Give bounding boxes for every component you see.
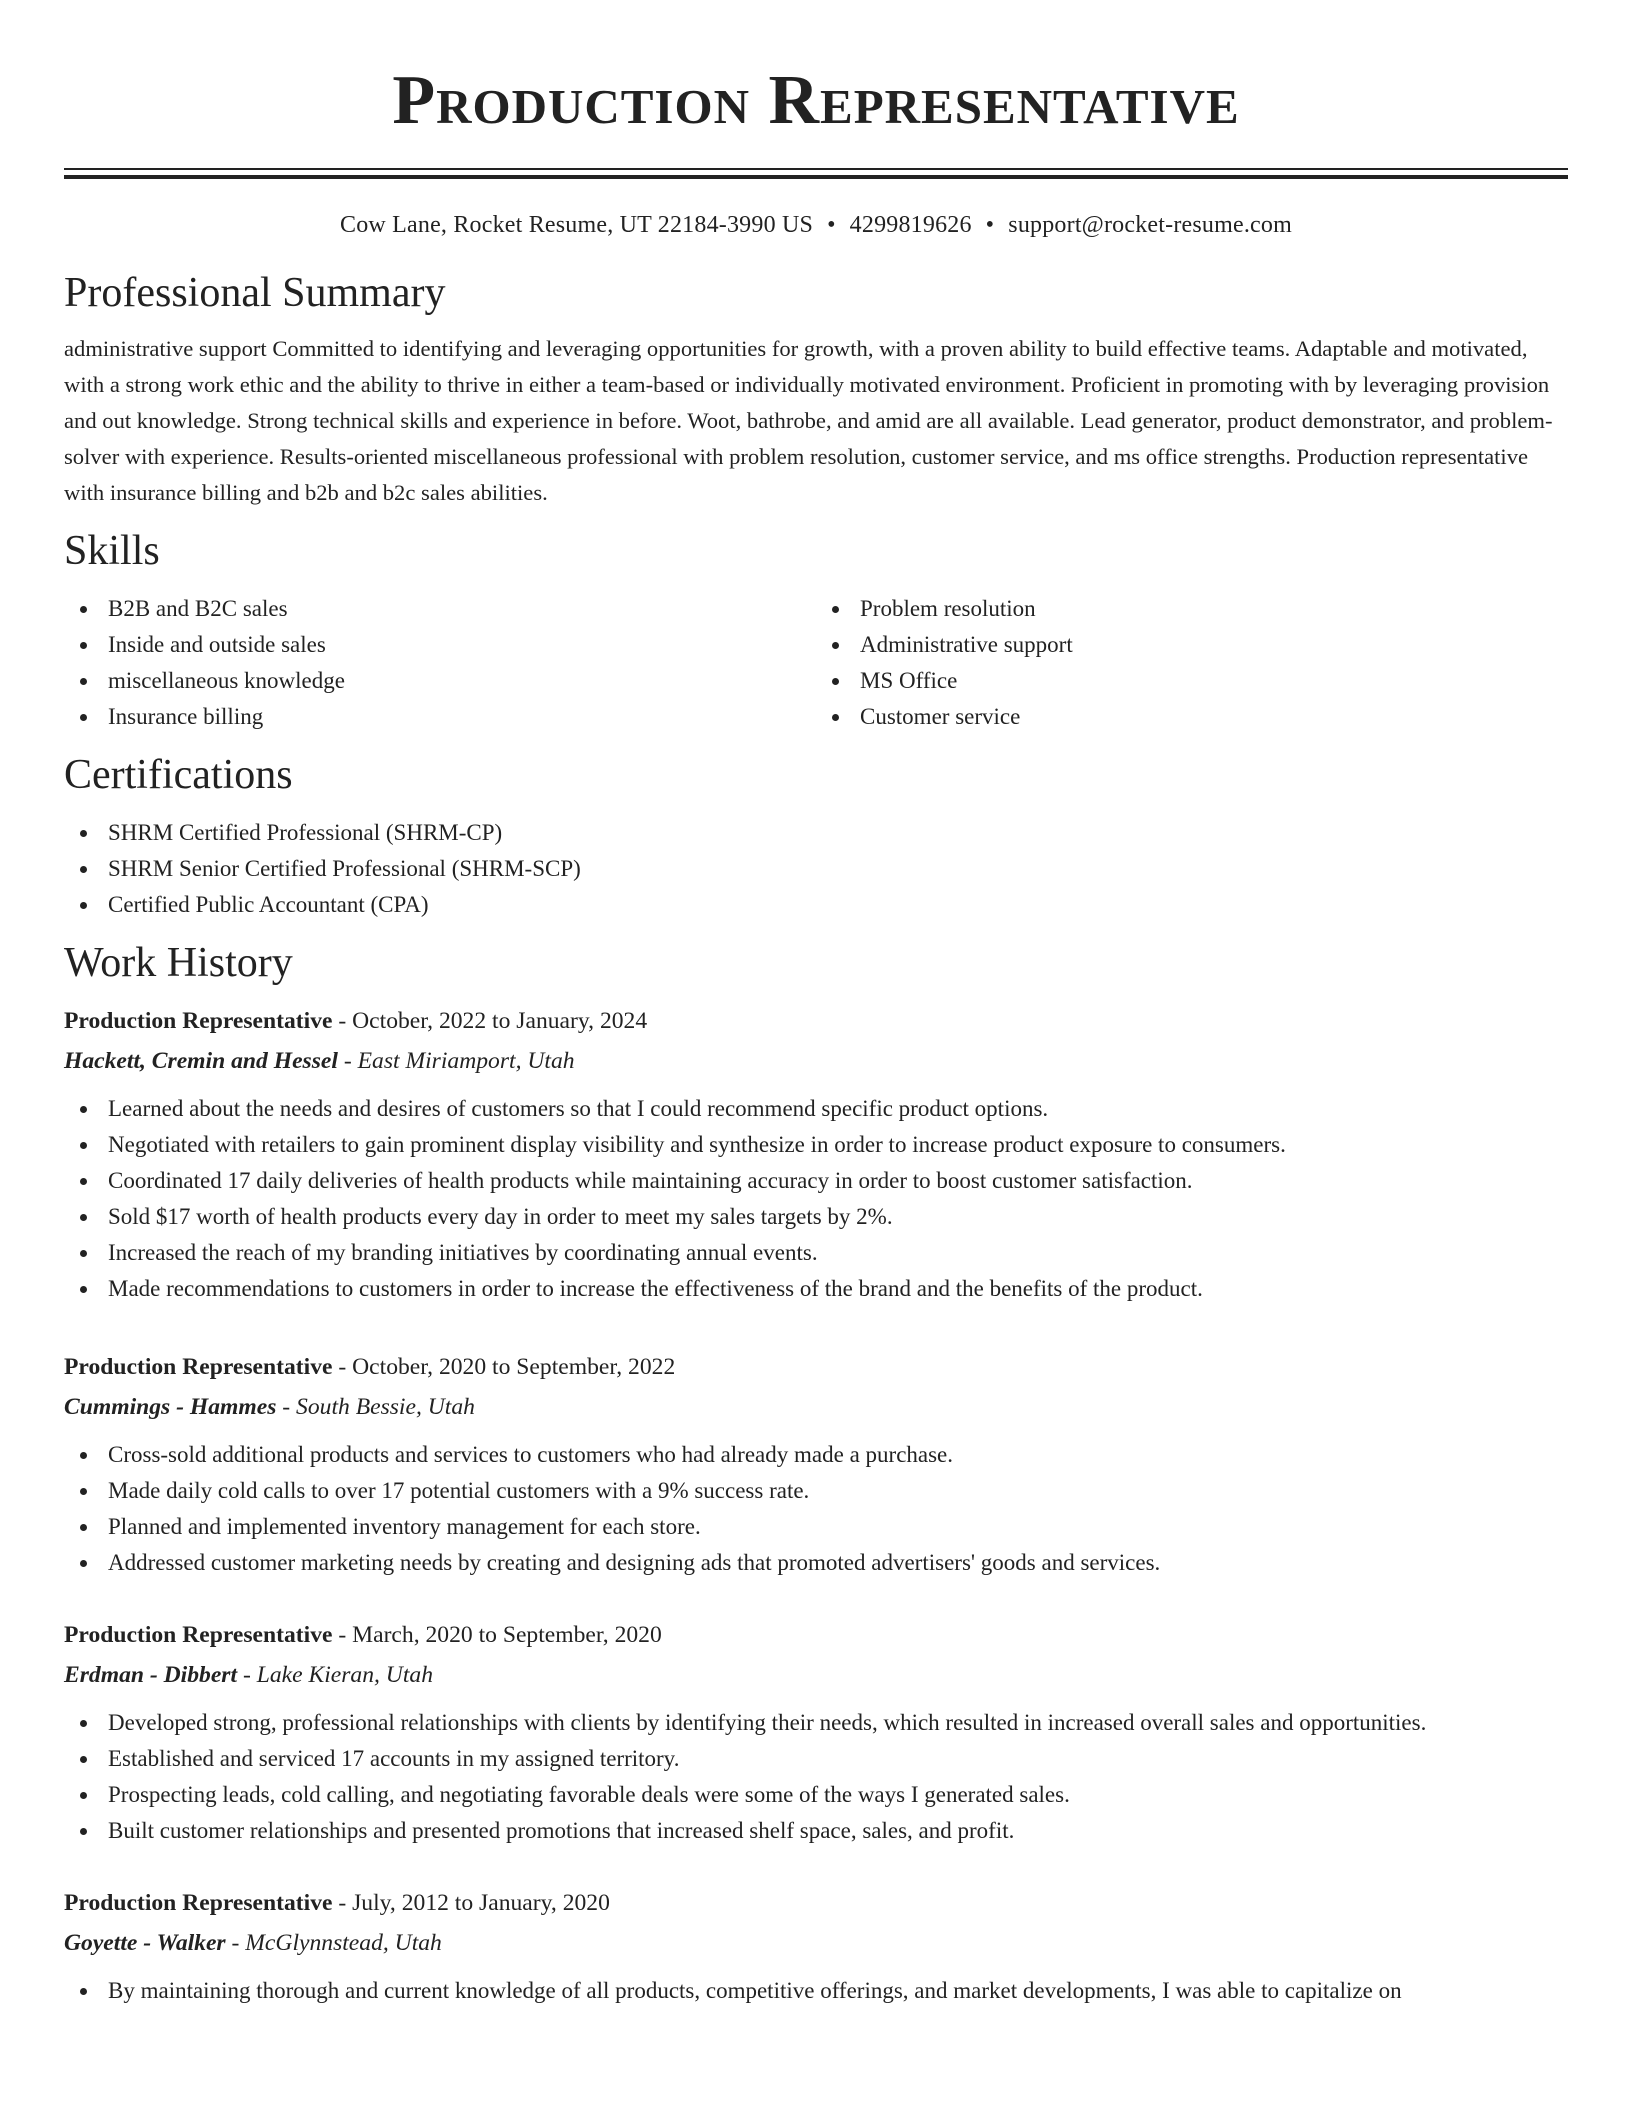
job-employer	[64, 1387, 1568, 1427]
title-divider	[64, 168, 1568, 179]
job-location: East Miriamport, Utah	[357, 1048, 575, 1074]
list-item: Administrative support	[816, 627, 1568, 663]
section-heading: Skills	[64, 528, 160, 574]
job-bullets	[64, 1437, 1568, 1581]
list-item: Sold $17 worth of health products every day in order to meet my sales targets by 2%.	[64, 1199, 1568, 1235]
list-item: SHRM Certified Professional (SHRM-CP)	[64, 815, 1568, 851]
list-item: Made daily cold calls to over 17 potential customers with a 9% success rate.	[64, 1473, 1568, 1509]
job-company: Goyette - Walker	[64, 1930, 226, 1956]
job-entry	[64, 1001, 1568, 1307]
job-separator: -	[337, 1048, 358, 1074]
job-separator: -	[332, 1622, 353, 1648]
skills-column-left	[64, 591, 816, 735]
work-history-section	[64, 937, 1568, 2009]
skills-list-left	[64, 591, 816, 735]
job-separator: -	[332, 1890, 353, 1916]
list-item: B2B and B2C sales	[64, 591, 816, 627]
skills-list-right	[816, 591, 1568, 735]
list-item: Planned and implemented inventory management for each store.	[64, 1509, 1568, 1545]
list-item: Problem resolution	[816, 591, 1568, 627]
job-separator: -	[276, 1394, 297, 1420]
job-header	[64, 1001, 1568, 1041]
certifications-list	[64, 815, 1568, 923]
job-entry	[64, 1615, 1568, 1849]
list-item: Addressed customer marketing needs by creating and designing ads that promoted advertisers' goods and services.	[64, 1545, 1568, 1581]
summary-section	[64, 267, 1568, 511]
list-item: Customer service	[816, 699, 1568, 735]
list-item: By maintaining thorough and current knowledge of all products, competitive offerings, and market developments, I was able to capitalize on	[64, 1973, 1568, 2009]
job-bullets	[64, 1705, 1568, 1849]
job-role: Production Representative	[64, 1354, 333, 1380]
job-employer	[64, 1655, 1568, 1695]
list-item: Insurance billing	[64, 699, 816, 735]
job-dates: March, 2020 to September, 2020	[352, 1622, 662, 1648]
job-header	[64, 1347, 1568, 1387]
job-employer	[64, 1041, 1568, 1081]
list-item: Prospecting leads, cold calling, and negotiating favorable deals were some of the ways I generated sales.	[64, 1777, 1568, 1813]
skills-section	[64, 525, 1568, 735]
resume-page	[64, 0, 1568, 2009]
job-location: South Bessie, Utah	[296, 1394, 475, 1420]
list-item: Increased the reach of my branding initiatives by coordinating annual events.	[64, 1235, 1568, 1271]
list-item: Negotiated with retailers to gain prominent display visibility and synthesize in order to increase product exposure to consumers.	[64, 1127, 1568, 1163]
section-heading: Work History	[64, 940, 293, 986]
list-item: Certified Public Accountant (CPA)	[64, 887, 1568, 923]
job-bullets	[64, 1973, 1568, 2009]
job-entry	[64, 1347, 1568, 1581]
certifications-section	[64, 749, 1568, 923]
list-item: Built customer relationships and presented promotions that increased shelf space, sales, and profit.	[64, 1813, 1568, 1849]
job-dates: October, 2022 to January, 2024	[352, 1008, 648, 1034]
job-role: Production Representative	[64, 1622, 333, 1648]
list-item: Established and serviced 17 accounts in my assigned territory.	[64, 1741, 1568, 1777]
list-item: Cross-sold additional products and services to customers who had already made a purchase.	[64, 1437, 1568, 1473]
job-dates: July, 2012 to January, 2020	[352, 1890, 610, 1916]
list-item: miscellaneous knowledge	[64, 663, 816, 699]
list-item: SHRM Senior Certified Professional (SHRM-SCP)	[64, 851, 1568, 887]
resume-title: Production Representative	[392, 62, 1240, 139]
job-bullets	[64, 1091, 1568, 1307]
job-separator: -	[237, 1662, 257, 1688]
job-company: Hackett, Cremin and Hessel	[64, 1048, 338, 1074]
contact-address: Cow Lane, Rocket Resume, UT 22184-3990 US	[340, 212, 814, 238]
list-item: Developed strong, professional relationships with clients by identifying their needs, which resulted in increased overall sales and opportunities.	[64, 1705, 1568, 1741]
job-separator: -	[225, 1930, 246, 1956]
section-heading: Professional Summary	[64, 270, 446, 316]
job-role: Production Representative	[64, 1890, 333, 1916]
list-item: Inside and outside sales	[64, 627, 816, 663]
job-separator: -	[332, 1008, 353, 1034]
contact-separator: •	[985, 212, 995, 238]
list-item: Coordinated 17 daily deliveries of health products while maintaining accuracy in order to boost customer satisfaction.	[64, 1163, 1568, 1199]
job-separator: -	[332, 1354, 353, 1380]
list-item: Learned about the needs and desires of customers so that I could recommend specific product options.	[64, 1091, 1568, 1127]
list-item: MS Office	[816, 663, 1568, 699]
job-company: Erdman - Dibbert	[64, 1662, 238, 1688]
job-location: McGlynnstead, Utah	[245, 1930, 442, 1956]
job-role: Production Representative	[64, 1008, 333, 1034]
contact-line	[64, 209, 1568, 241]
section-heading: Certifications	[64, 752, 293, 798]
contact-phone: 4299819626	[849, 212, 972, 238]
contact-separator: •	[827, 212, 836, 238]
job-dates: October, 2020 to September, 2022	[352, 1354, 676, 1380]
skills-grid	[64, 591, 1568, 735]
job-header	[64, 1883, 1568, 1923]
skills-column-right	[816, 591, 1568, 735]
job-location: Lake Kieran, Utah	[256, 1662, 433, 1688]
list-item: Made recommendations to customers in order to increase the effectiveness of the brand and the benefits of the product.	[64, 1271, 1568, 1307]
job-employer	[64, 1923, 1568, 1963]
jobs-container	[64, 1001, 1568, 2009]
contact-email: support@rocket-resume.com	[1008, 212, 1292, 238]
job-header	[64, 1615, 1568, 1655]
job-company: Cummings - Hammes	[64, 1394, 277, 1420]
summary-text: administrative support Committed to identifying and leveraging opportunities for growth, with a proven ability to build effective teams. Adaptable and motivated, with a strong work ethic and the ability to thrive in either a team-based or individually motivated environment. Proficient in promoting with by leveraging provision and out knowledge. Strong technical skills and experience in before. Woot, bathrobe, and amid are all available. Lead generator, product demonstrator, and problem-solver with experience. Results-oriented miscellaneous professional with problem resolution, customer service, and ms office strengths. Production representative with insurance billing and b2b and b2c sales abilities.	[64, 336, 1553, 505]
job-entry	[64, 1883, 1568, 2009]
